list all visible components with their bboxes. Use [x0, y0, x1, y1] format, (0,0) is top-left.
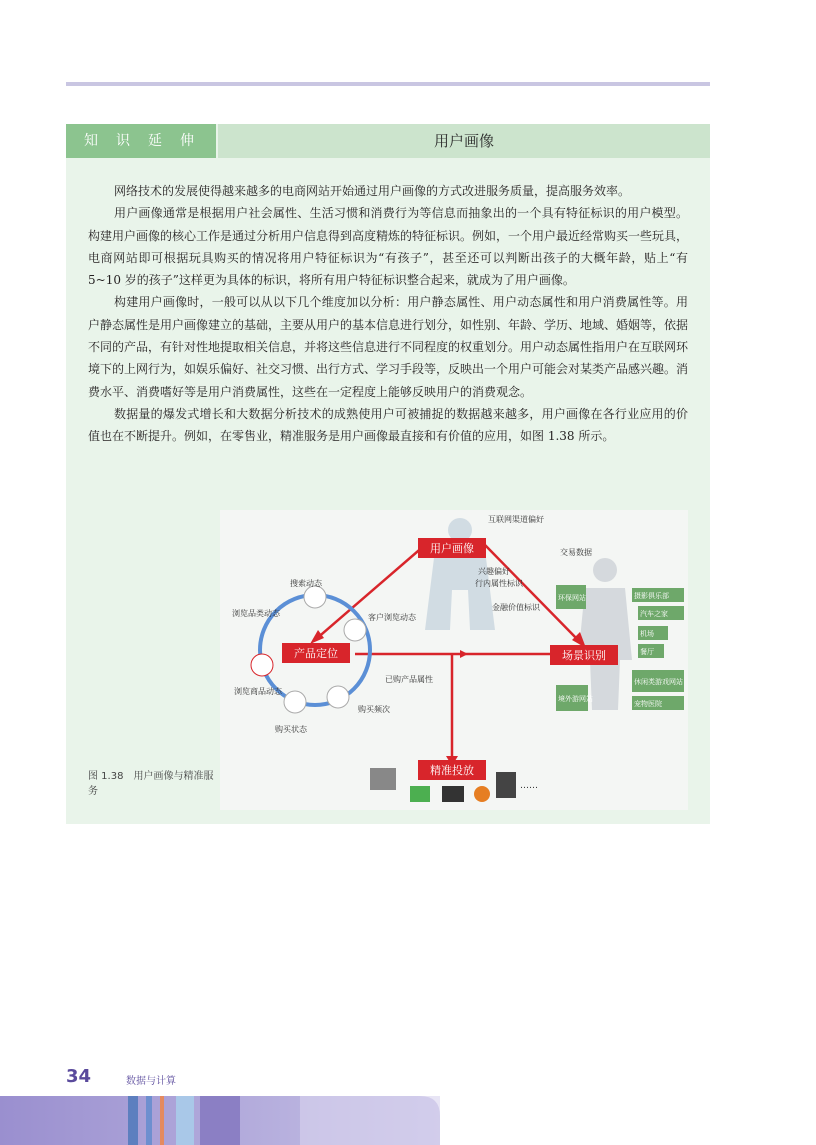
figure-caption: 图 1.38 用户画像与精准服务 — [88, 771, 214, 797]
ellipsis: …… — [520, 781, 538, 791]
paragraph-2: 用户画像通常是根据用户社会属性、生活习惯和消费行为等信息而抽象出的一个具有特征标识的用户模型。构建用户画像的核心工作是通过分析用户信息得到高度精炼的特征标识。例如，一个用户最近经常购买一些玩具，电商网站即可根据玩具购买的情况将用户特征标识为“有孩子”，甚至还可以判断出孩子的大概年龄，贴上“有 5~10 岁的孩子”这样更为具体的标识，将所有用户特征标识整合起来，就成为了用户画像。 — [88, 206, 689, 288]
box-scene-recognition-label: 场景识别 — [562, 649, 606, 662]
label-client-browse: 客户浏览动态 — [368, 613, 416, 622]
body-text — [88, 180, 688, 448]
label-trade: 交易数据 — [560, 548, 592, 557]
book-title: 数据与计算 — [126, 1076, 176, 1087]
box-precision-delivery-label: 精准投放 — [430, 764, 474, 777]
megaphone-icon — [370, 768, 396, 790]
label-channel: 互联网渠道偏好 — [488, 515, 544, 524]
bottom-decor-band — [0, 1096, 440, 1145]
tag-photo-label: 摄影俱乐部 — [634, 592, 669, 600]
paragraph-3: 构建用户画像时，一般可以从以下几个维度加以分析：用户静态属性、用户动态属性和用户消费属性等。用户静态属性是用户画像建立的基础，主要从用户的基本信息进行划分，如性别、年龄、学历、地域、婚姻等，依据不同的产品，有针对性地提取相关信息，并将这些信息进行不同程度的权重划分。用户动态属性指用户在互联网环境下的上网行为，如娱乐偏好、社交习惯、出行方式、学习手段等，反映出一个用户可能会对某类产品感兴趣。消费水平、消费嗜好等是用户消费属性，这些在一定程度上能够反映用户的消费观念。 — [88, 295, 689, 399]
label-browse-goods: 浏览商品动态 — [234, 687, 282, 696]
label-search: 搜索动态 — [290, 579, 322, 588]
camera-icon — [474, 786, 490, 802]
tag-auto-label: 汽车之家 — [640, 610, 668, 618]
label-purchase-state: 购买状态 — [275, 725, 307, 734]
paragraph-1: 网络技术的发展使得越来越多的电商网站开始通过用户画像的方式改进服务质量，提高服务效率。 — [114, 184, 631, 198]
section-tag: 知识延伸 — [66, 124, 216, 158]
label-finance: 金融价值标识 — [492, 603, 540, 612]
label-browse-category: 浏览品类动态 — [232, 609, 280, 618]
page-number: 34 — [66, 1066, 92, 1087]
box-product-positioning-label: 产品定位 — [294, 647, 338, 660]
label-bank-attr: 行内属性标识 — [475, 579, 523, 588]
top-rule — [66, 82, 710, 86]
tag-eco-label: 环保网站 — [558, 594, 586, 602]
box-user-profile-label: 用户画像 — [430, 542, 474, 555]
paragraph-4: 数据量的爆发式增长和大数据分析技术的成熟使用户可被捕捉的数据越来越多，用户画像在各行业应用的价值也在不断提升。例如，在零售业，精准服务是用户画像最直接和有价值的应用，如图 1.38 所示。 — [88, 406, 688, 444]
section-title: 用户画像 — [218, 124, 710, 158]
wechat-icon — [410, 786, 430, 802]
label-interest: 兴趣偏好 — [478, 567, 510, 576]
tag-overseas-label: 境外游网站 — [558, 695, 593, 703]
label-frequency: 购买频次 — [358, 705, 390, 714]
tag-airport-label: 机场 — [640, 630, 654, 638]
label-purchased: 已购产品属性 — [385, 675, 433, 684]
user-profile-diagram — [220, 510, 688, 810]
phone-icon — [496, 772, 516, 798]
tv-icon — [442, 786, 464, 802]
tag-pet-label: 宠物医院 — [634, 700, 662, 708]
tag-restaurant-label: 餐厅 — [640, 648, 654, 656]
tag-game-label: 休闲类游戏网站 — [634, 678, 683, 686]
